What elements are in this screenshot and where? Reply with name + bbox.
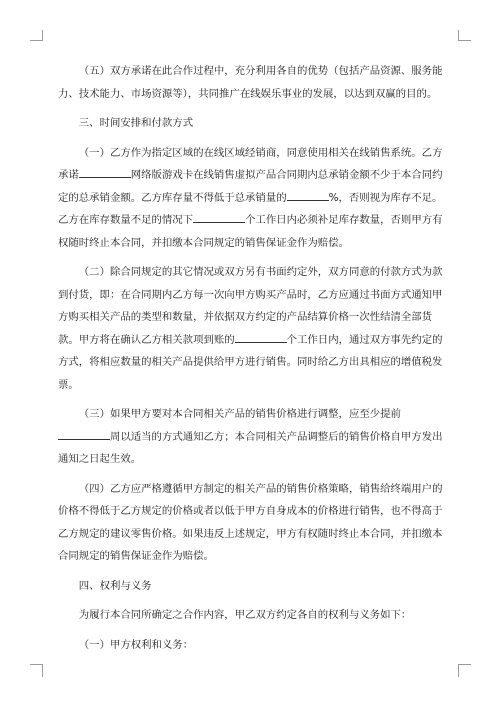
blank-field-game-card[interactable] <box>79 166 131 178</box>
crop-mark-top-left <box>30 30 43 41</box>
text-fragment: （三）如果甲方要对本合同相关产品的销售价格进行调整，应至少提前 <box>78 408 401 420</box>
section-heading-rights-obligations: 四、权利与义务 <box>78 579 152 592</box>
paragraph-rights-intro: 为履行本合同所确定之合作内容，甲乙双方约定各自的权利与义务如下： <box>78 609 412 621</box>
text-fragment: 周以适当的方式通知乙方；本合同相关产品调整后的销售价格自甲方发出通知之日起生效。 <box>58 430 443 465</box>
document-body <box>58 60 444 656</box>
text-fragment: （一）乙方作为指定区域的在线区域经销商，同意使用相关在线销售系统。乙方承诺 <box>58 146 443 181</box>
blank-field-restock-days[interactable] <box>193 211 245 223</box>
paragraph-payment-method <box>58 261 444 396</box>
text-fragment: （二）除合同规定的其它情况或双方另有书面约定外，双方同意的付款方式为款到付货，即：在合同期内乙方每一次向甲方购买产品时，乙方应通过书面方式通知甲方购买相关产品的类型和数量，并依据双方约定的产品结算价格一次性结清全部货款。甲方将在确认乙方相关款项到账的 <box>58 266 443 346</box>
crop-mark-bottom-right <box>458 664 471 677</box>
text-fragment: 网络版游戏卡在线销售虚拟产品合同期内总承销金额不少于本合同约定的总承销金额。乙方库存量不得低于总承销量的 <box>58 169 443 204</box>
blank-field-weeks[interactable] <box>58 428 110 440</box>
blank-field-workdays[interactable] <box>235 331 287 343</box>
blank-field-percentage[interactable] <box>287 189 329 201</box>
subheading-party-a-rights: （一）甲方权利和义务： <box>78 638 194 651</box>
text-fragment: 个工作日内必须补足库存数量，否则甲方有权随时终止本合同，并扣缴本合同规定的销售保证金作为赔偿。 <box>58 214 443 249</box>
paragraph-price-adjustment <box>58 403 444 471</box>
paragraph-sales-commitment <box>58 142 444 255</box>
text-fragment: %，否则视为库存不足。乙方在库存数量不足的情况下 <box>58 191 443 226</box>
crop-mark-bottom-left <box>30 664 43 677</box>
text-fragment: 个工作日内，通过双方事先约定的方式，将相应数量的相关产品提供给甲方进行销售。同时给乙方出具相应的增值税发票。 <box>58 333 443 391</box>
crop-mark-top-right <box>458 30 471 41</box>
paragraph-cooperation-commitment: （五）双方承诺在此合作过程中，充分利用各自的优势（包括产品资源、服务能力、技术能力、市场资源等），共同推广在线娱乐事业的发展，以达到双赢的目的。 <box>58 65 443 100</box>
paragraph-pricing-strategy: （四）乙方应严格遵循甲方制定的相关产品的销售价格策略，销售给终端用户的价格不得低于乙方规定的价格或者以低于甲方自身成本的价格进行销售，也不得高于乙方规定的建议零售价格。如果违反上述规定，甲方有权随时终止本合同，并扣缴本合同规定的销售保证金作为赔偿。 <box>58 482 443 562</box>
section-heading-schedule-payment: 三、时间安排和付款方式 <box>78 117 194 129</box>
